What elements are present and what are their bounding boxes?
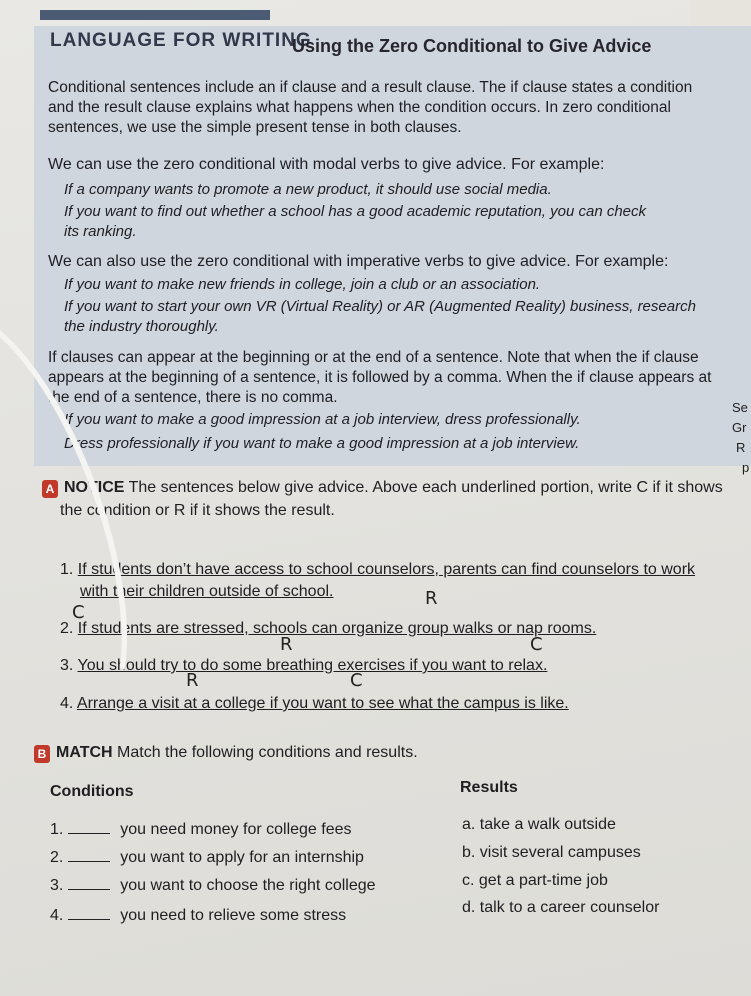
position-line-3: the end of a sentence, there is no comma. [48, 389, 338, 406]
notice-instruction: The sentences below give advice. Above each underlined portion, write C if it shows [128, 479, 723, 496]
item-number: 3. [60, 657, 74, 674]
position-example-1: If you want to make a good impression at a job interview, dress professionally. [64, 411, 581, 428]
answer-blank[interactable] [68, 919, 110, 920]
match-instruction: Match the following conditions and results. [117, 744, 418, 761]
handwritten-mark: R [425, 588, 438, 609]
handwritten-mark: C [530, 634, 543, 655]
notice-item-1-cont: with their children outside of school. [80, 583, 334, 600]
condition-number: 1. [50, 821, 64, 838]
conditions-header: Conditions [50, 783, 134, 800]
modal-example-2a: If you want to find out whether a school has a good academic reputation, you can check [64, 203, 647, 220]
item-text: Arrange a visit at a college if you want to see what the campus is like. [76, 695, 569, 712]
item-number: 2. [60, 620, 74, 637]
condition-text: you need money for college fees [120, 821, 352, 838]
result-text: get a part-time job [478, 872, 608, 889]
modal-intro: We can use the zero conditional with modal verbs to give advice. For example: [48, 156, 605, 173]
section-tag-b: B [34, 745, 50, 763]
condition-row [50, 820, 352, 840]
result-text: visit several campuses [479, 844, 641, 861]
intro-line-1: Conditional sentences include an if clause and a result clause. The if clause states a condition [48, 79, 693, 96]
item-text: If students are stressed, schools can organize group walks or nap rooms. [77, 620, 597, 637]
imperative-intro: We can also use the zero conditional with imperative verbs to give advice. For example: [48, 253, 669, 270]
side-fragment: R [736, 440, 746, 455]
position-line-1: If clauses can appear at the beginning or at the end of a sentence. Note that when the if clause [48, 349, 699, 366]
result-text: take a walk outside [479, 816, 616, 833]
condition-text: you want to choose the right college [120, 877, 376, 894]
modal-example-1: If a company wants to promote a new product, it should use social media. [64, 181, 552, 198]
side-fragment: Se [732, 400, 748, 415]
item-text: If students don’t have access to school counselors, parents can find counselors to work [77, 561, 696, 578]
intro-line-2: and the result clause explains what happens when the condition occurs. In zero conditional [48, 99, 671, 116]
position-line-2: appears at the beginning of a sentence, it is followed by a comma. When the if clause appears at [48, 369, 712, 386]
item-number: 4. [60, 695, 74, 712]
position-example-2: Dress professionally if you want to make a good impression at a job interview. [64, 435, 580, 452]
handwritten-mark: C [350, 670, 363, 691]
result-row [462, 898, 659, 918]
imperative-example-1: If you want to make new friends in college, join a club or an association. [64, 276, 541, 293]
item-number: 1. [60, 561, 74, 578]
condition-row [50, 876, 376, 896]
condition-row [50, 906, 346, 926]
result-letter: a. [462, 816, 476, 833]
section-label: LANGUAGE FOR WRITING [50, 30, 312, 51]
handwritten-mark: R [186, 670, 199, 691]
notice-item-4 [60, 694, 569, 714]
notice-instruction-l2: the condition or R if it shows the result. [60, 502, 335, 519]
result-row [462, 815, 616, 835]
condition-number: 4. [50, 907, 64, 924]
intro-line-3: sentences, we use the simple present tense in both clauses. [48, 119, 462, 136]
result-letter: c. [462, 872, 475, 889]
page-title: Using the Zero Conditional to Give Advice [292, 36, 652, 56]
match-heading: MATCH [56, 744, 113, 761]
notice-instruction-l1 [64, 479, 723, 497]
imperative-example-2a: If you want to start your own VR (Virtual Reality) or AR (Augmented Reality) business, research [64, 298, 696, 315]
notice-item-1 [60, 560, 695, 580]
condition-text: you want to apply for an internship [120, 849, 364, 866]
condition-text: you need to relieve some stress [120, 907, 347, 924]
side-fragment: Gr [732, 420, 747, 435]
result-row [462, 843, 641, 863]
section-tag-a: A [42, 480, 58, 498]
answer-blank[interactable] [68, 833, 110, 834]
results-header: Results [460, 779, 518, 796]
notice-item-3 [60, 656, 547, 676]
side-fragment: p [742, 460, 750, 475]
imperative-example-2b: the industry thoroughly. [64, 318, 219, 335]
answer-blank[interactable] [68, 889, 110, 890]
condition-number: 3. [50, 877, 64, 894]
handwritten-mark: C [72, 602, 85, 623]
result-letter: b. [462, 844, 476, 861]
handwritten-mark: R [280, 634, 293, 655]
match-instruction-line [56, 744, 418, 762]
result-text: talk to a career counselor [479, 899, 660, 916]
result-letter: d. [462, 899, 476, 916]
modal-example-2b: its ranking. [64, 223, 137, 240]
notice-item-2 [60, 619, 596, 639]
condition-row [50, 848, 364, 868]
condition-number: 2. [50, 849, 64, 866]
header-bar [40, 10, 270, 20]
answer-blank[interactable] [68, 861, 110, 862]
item-text: You should try to do some breathing exercises if you want to relax. [77, 657, 548, 674]
notice-heading: NOTICE [64, 479, 125, 496]
page-corner [691, 0, 751, 28]
result-row [462, 871, 608, 891]
